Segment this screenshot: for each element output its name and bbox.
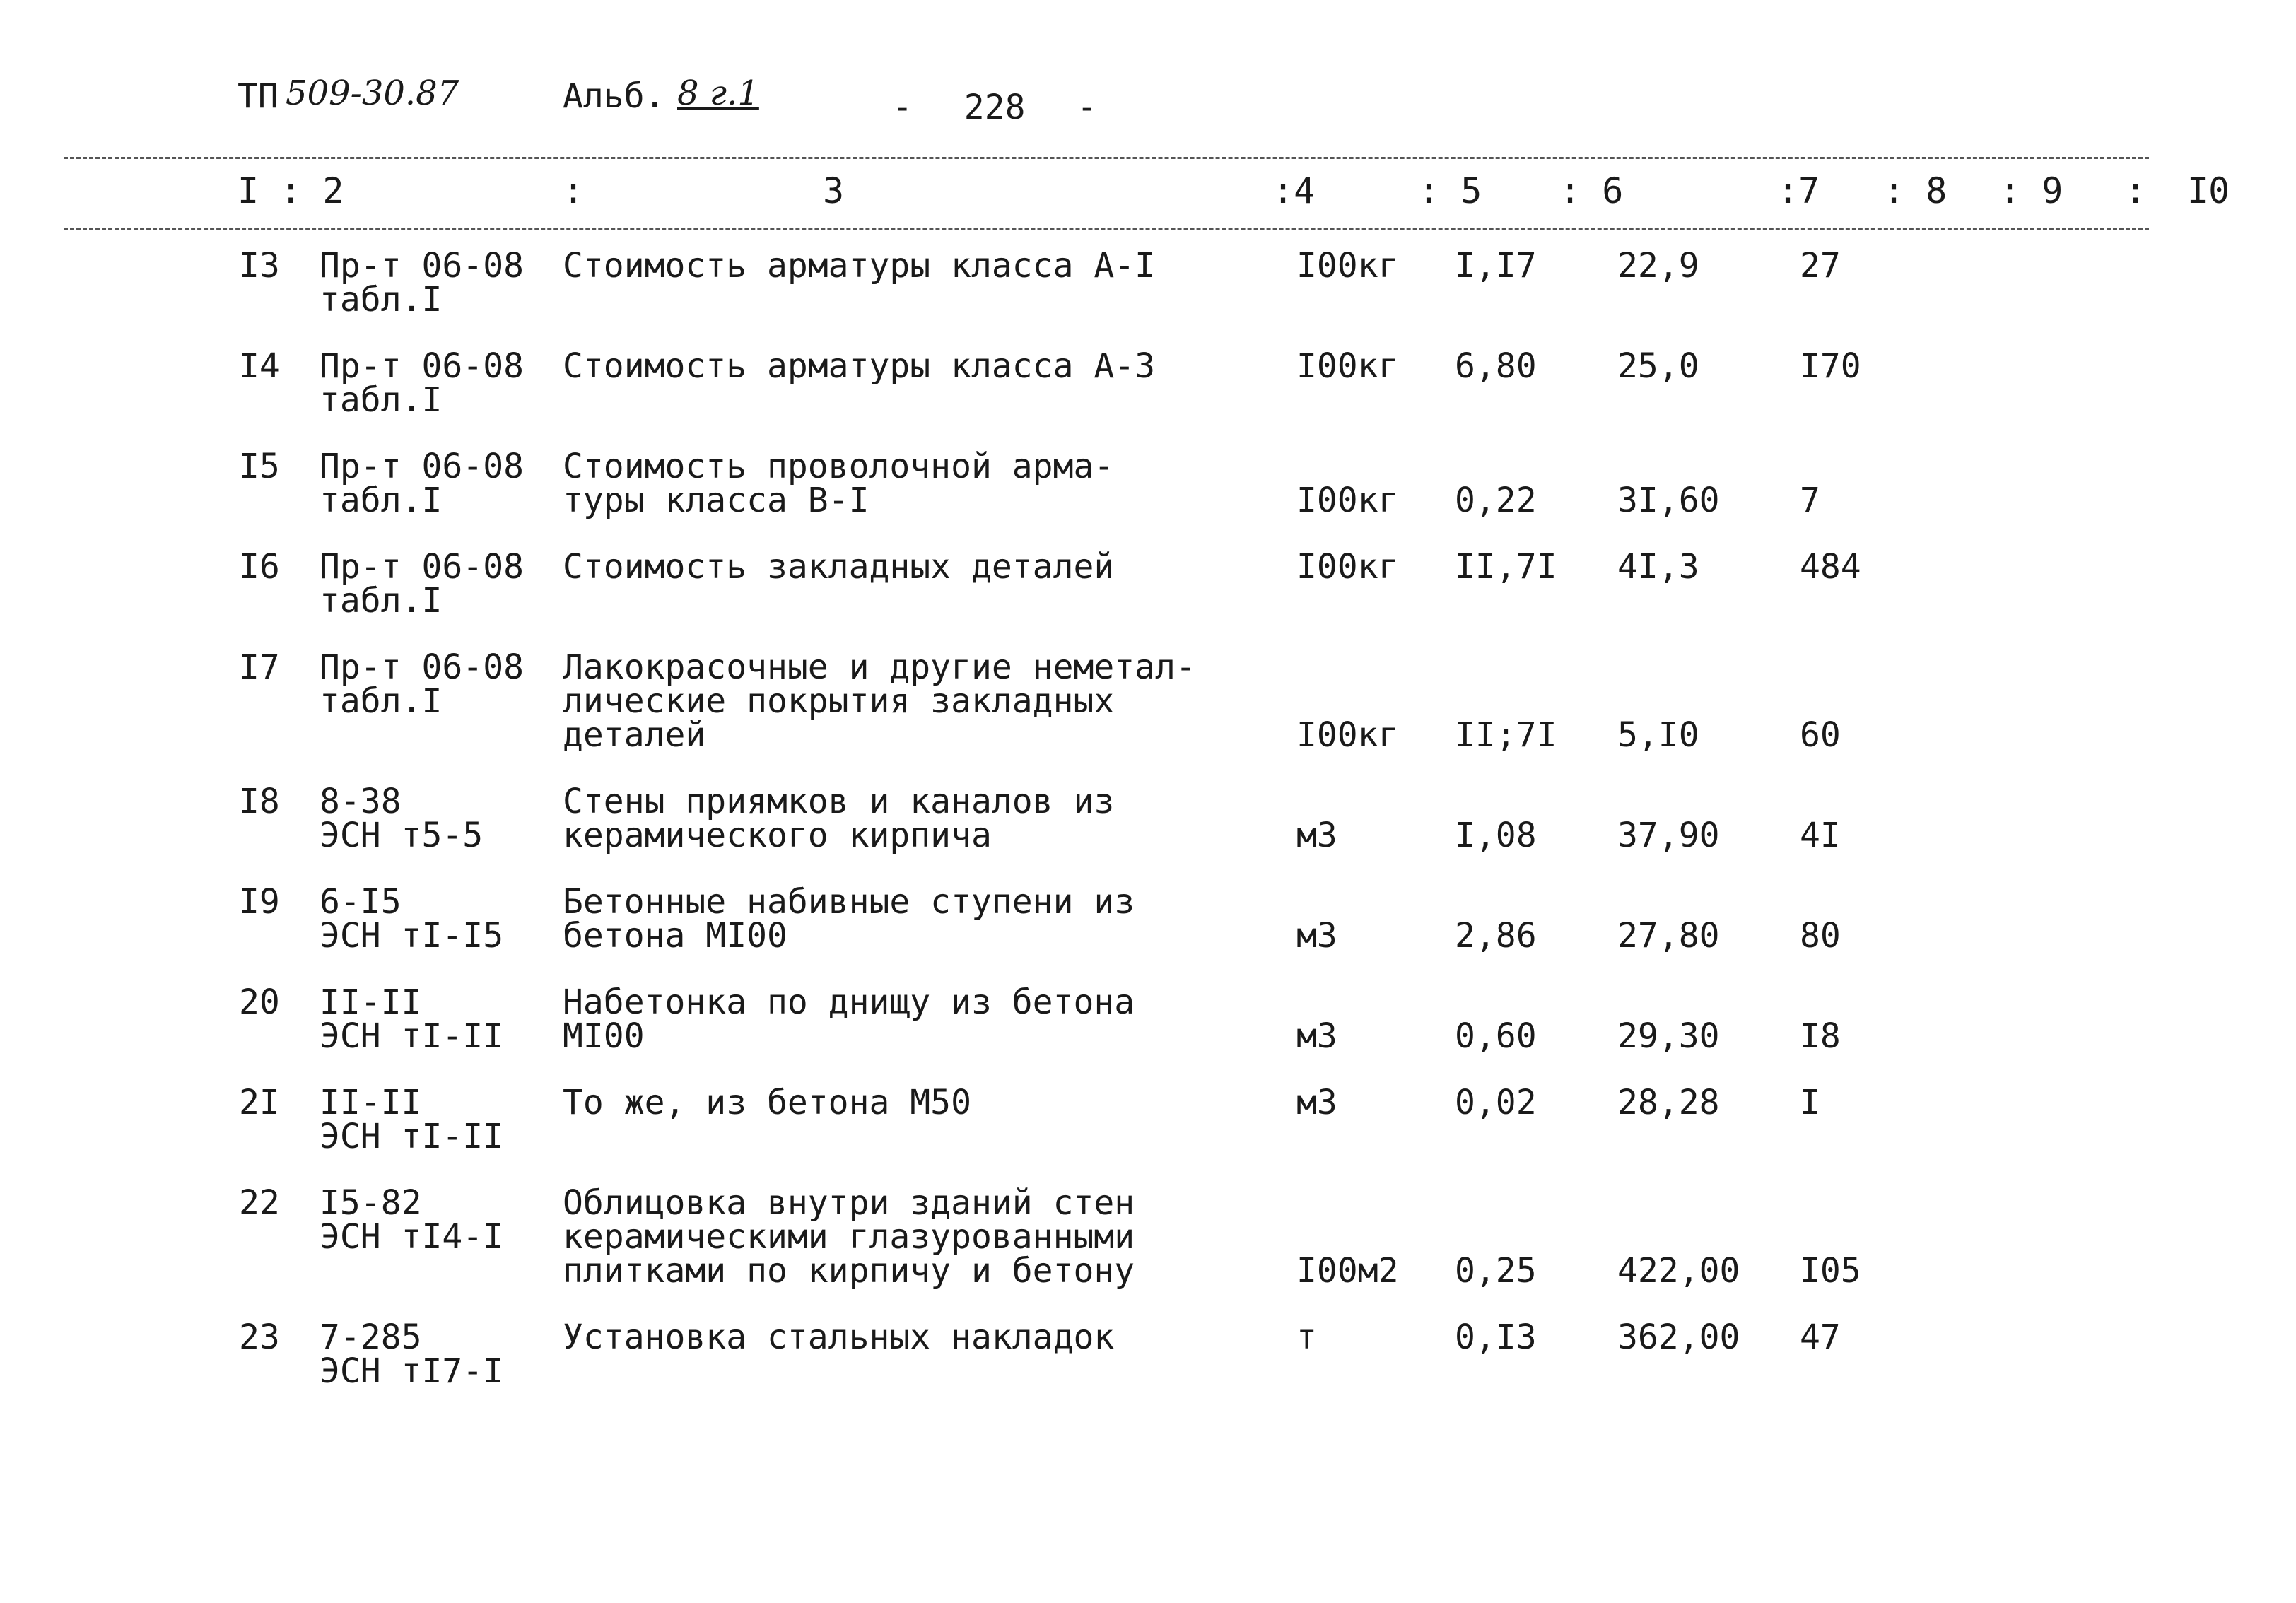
row-unit: м3 [1296,916,1337,956]
col-header-3: 3 [823,170,845,211]
row-reference: Пр-т 06-08 табл.I [320,346,524,420]
col-header-5: : 5 [1418,170,1482,211]
row-total: 484 [1800,547,1861,587]
row-quantity: II;7I [1455,715,1557,755]
row-number: I7 [239,647,280,687]
col-header-7: :7 [1777,170,1820,211]
row-unit: т [1296,1317,1317,1357]
doc-prefix: ТП [238,76,279,116]
row-description: Бетонные набивные ступени из бетона МI00 [563,882,1135,956]
row-description: Стоимость арматуры класса А-I [563,246,1156,286]
row-description: Лакокрасочные и другие неметал- лические покрытия закладных деталей [563,647,1196,755]
col-header-1-2: I : 2 [238,170,344,211]
row-number: I3 [239,246,280,286]
row-total: 27 [1800,246,1841,286]
row-reference: 6-I5 ЭСН тI-I5 [320,882,504,956]
row-unit-price: 27,80 [1617,916,1720,956]
row-number: 20 [239,982,280,1022]
row-quantity: 0,22 [1455,481,1537,520]
row-quantity: 0,02 [1455,1083,1537,1122]
row-description: Стоимость проволочной арма- туры класса В-I [563,447,1115,520]
row-number: I6 [239,547,280,587]
row-unit-price: 25,0 [1617,346,1699,386]
row-total: I8 [1800,1016,1841,1056]
row-quantity: 2,86 [1455,916,1537,956]
table-row [0,982,2296,1086]
row-unit-price: 5,I0 [1617,715,1699,755]
row-unit: I00м2 [1296,1251,1399,1291]
row-unit-price: 362,00 [1617,1317,1740,1357]
row-description: Стены приямков и каналов из керамического кирпича [563,782,1115,855]
row-unit-price: 29,30 [1617,1016,1720,1056]
row-unit-price: 28,28 [1617,1083,1720,1122]
row-number: 22 [239,1183,280,1223]
table-row [0,346,2296,450]
row-quantity: 0,60 [1455,1016,1537,1056]
row-reference: Пр-т 06-08 табл.I [320,246,524,319]
row-unit: I00кг [1296,715,1399,755]
row-total: 4I [1800,816,1841,855]
table-row [0,782,2296,885]
row-unit-price: 422,00 [1617,1251,1740,1291]
row-reference: 7-285 ЭСН тI7-I [320,1317,504,1391]
row-number: I4 [239,346,280,386]
table-row [0,246,2296,349]
col-header-8: : 8 [1883,170,1948,211]
col-header-6: : 6 [1559,170,1624,211]
row-total: I [1800,1083,1820,1122]
row-unit: I00кг [1296,481,1399,520]
row-quantity: 0,I3 [1455,1317,1537,1357]
row-total: 60 [1800,715,1841,755]
doc-number-handwritten: 509-30.87 [286,74,459,113]
page-number: - 228 - [892,88,1098,127]
row-description: Установка стальных накладок [563,1317,1115,1357]
row-total: 47 [1800,1317,1841,1357]
row-reference: Пр-т 06-08 табл.I [320,447,524,520]
row-unit-price: 37,90 [1617,816,1720,855]
album-handwritten: 8 г.1 [677,74,759,113]
table-row [0,647,2296,785]
table-row [0,447,2296,550]
row-unit: м3 [1296,1083,1337,1122]
col-header-9: : 9 [1999,170,2063,211]
row-quantity: 6,80 [1455,346,1537,386]
row-total: I70 [1800,346,1861,386]
row-unit-price: 3I,60 [1617,481,1720,520]
row-reference: II-II ЭСН тI-II [320,982,504,1056]
header-top-rule [64,157,2149,159]
row-description: То же, из бетона М50 [563,1083,971,1122]
row-reference: Пр-т 06-08 табл.I [320,647,524,721]
col-header-sep-10: : [2125,170,2147,211]
col-header-10: I0 [2187,170,2230,211]
row-reference: II-II ЭСН тI-II [320,1083,504,1156]
row-unit-price: 22,9 [1617,246,1699,286]
col-header-4: :4 [1272,170,1316,211]
row-quantity: II,7I [1455,547,1557,587]
table-row [0,882,2296,985]
table-row [0,1083,2296,1186]
row-unit-price: 4I,3 [1617,547,1699,587]
row-total: 7 [1800,481,1820,520]
row-number: 2I [239,1083,280,1122]
album-label: Альб. [563,76,665,116]
row-quantity: 0,25 [1455,1251,1537,1291]
row-quantity: I,I7 [1455,246,1537,286]
row-reference: 8-38 ЭСН т5-5 [320,782,484,855]
row-reference: I5-82 ЭСН тI4-I [320,1183,504,1257]
row-reference: Пр-т 06-08 табл.I [320,547,524,621]
row-total: 80 [1800,916,1841,956]
row-number: I8 [239,782,280,821]
row-number: I9 [239,882,280,922]
row-description: Облицовка внутри зданий стен керамическими глазурованными плитками по кирпичу и бетону [563,1183,1135,1291]
row-description: Стоимость закладных деталей [563,547,1115,587]
row-unit: м3 [1296,816,1337,855]
col-header-sep: : [563,170,585,211]
row-unit: I00кг [1296,547,1399,587]
row-description: Стоимость арматуры класса А-3 [563,346,1156,386]
row-number: 23 [239,1317,280,1357]
column-header-row [0,170,2296,219]
row-unit: м3 [1296,1016,1337,1056]
row-total: I05 [1800,1251,1861,1291]
header-bottom-rule [64,228,2149,230]
row-description: Набетонка по днищу из бетона МI00 [563,982,1135,1056]
table-row [0,1183,2296,1320]
table-row [0,547,2296,650]
row-quantity: I,08 [1455,816,1537,855]
table-row [0,1317,2296,1421]
estimate-table [0,246,2296,1421]
row-number: I5 [239,447,280,486]
row-unit: I00кг [1296,246,1399,286]
row-unit: I00кг [1296,346,1399,386]
